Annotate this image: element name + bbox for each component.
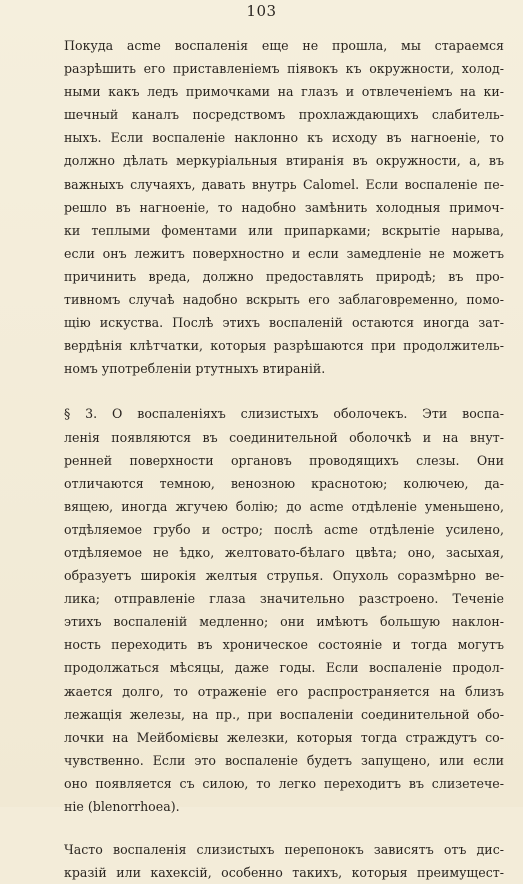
text-line: щію искуства. Послѣ этихъ воспаленій остаются иногда зат-: [64, 315, 504, 331]
text-line: тивномъ случаѣ надобно вскрыть его заблаговременно, помо-: [64, 292, 504, 308]
text-line: отдѣляемое не ѣдко, желтовато-бѣлаго цвѣта; оно, засыхая,: [64, 544, 504, 560]
text-line: ленія появляются въ соединительной оболочкѣ и на внут-: [64, 429, 504, 445]
text-line: вящею, иногда жгучею болію; до acme отдѣленіе уменьшено,: [64, 498, 504, 514]
text-line: продолжаться мѣсяцы, даже годы. Если воспаленіе продол-: [64, 660, 504, 676]
paragraph: [64, 34, 504, 380]
text-line: должно дѣлать меркуріальныя втиранія въ окружности, а, въ: [64, 153, 504, 169]
text-line: лежащія железы, на пр., при воспаленіи соединительной обо-: [64, 706, 504, 722]
text-line: ки теплыми фоментами или припарками; вскрытіе нарыва,: [64, 222, 504, 238]
paragraph: [64, 838, 504, 884]
paragraph: [64, 402, 504, 818]
text-line: чувственно. Если это воспаленіе будетъ запущено, или если: [64, 752, 504, 768]
text-line: оно появляется съ силою, то легко переходитъ въ слизетече-: [64, 775, 504, 791]
page-number: 103: [246, 2, 277, 20]
text-line: отдѣляемое грубо и остро; послѣ acme отдѣленіе усилено,: [64, 521, 504, 537]
text-line: ность переходить въ хроническое состояніе и тогда могутъ: [64, 637, 504, 653]
text-line: ными какъ ледъ примочками на глазъ и отвлеченіемъ на ки-: [64, 84, 504, 100]
text-line: важныхъ случаяхъ, давать внутрь Calomel. Если воспаленіе пе-: [64, 176, 504, 192]
text-line: этихъ воспаленій медленно; они имѣютъ большую наклон-: [64, 614, 504, 630]
text-line: ніе (blenorrhoea).: [64, 799, 180, 814]
text-line: жается долго, то отраженіе его распространяется на близъ: [64, 683, 504, 699]
text-line: причинить вреда, должно предоставлять природѣ; въ про-: [64, 268, 504, 284]
text-line: Покуда acme воспаленія еще не прошла, мы стараемся: [64, 38, 504, 53]
text-line: лика; отправленіе глаза значительно разстроено. Теченіе: [64, 591, 504, 607]
text-line: решло въ нагноеніе, то надобно замѣнить холодныя примоч-: [64, 199, 504, 215]
text-line: номъ употребленіи ртутныхъ втираній.: [64, 361, 326, 377]
text-line: вердѣнія клѣтчатки, которыя разрѣшаются при продолжитель-: [64, 338, 504, 354]
text-line: ныхъ. Если воспаленіе наклонно къ исходу въ нагноеніе, то: [64, 130, 504, 146]
text-line: если онъ лежитъ поверхностно и если замедленіе не можетъ: [64, 245, 504, 261]
text-line: кразій или кахексій, особенно такихъ, которыя преимущест-: [64, 865, 504, 881]
text-line: § 3. О воспаленіяхъ слизистыхъ оболочекъ. Эти воспа-: [64, 406, 504, 422]
text-line: ренней поверхности органовъ проводящихъ слезы. Они: [64, 452, 504, 468]
text-line: лочки на Мейбомієвы железки, которыя тогда страждутъ со-: [64, 729, 504, 745]
text-line: разрѣшить его приставленіемъ піявокъ къ окружности, холод-: [64, 61, 504, 77]
text-line: Часто воспаленія слизистыхъ перепонокъ зависятъ отъ дис-: [64, 842, 504, 858]
text-line: отличаются темною, венозною краснотою; колючею, да-: [64, 475, 504, 491]
text-line: шечный каналъ посредствомъ прохлаждающихъ слабитель-: [64, 107, 504, 123]
text-line: образуетъ широкія желтыя струпья. Опухоль соразмѣрно ве-: [64, 568, 504, 584]
page-body: [64, 34, 504, 884]
